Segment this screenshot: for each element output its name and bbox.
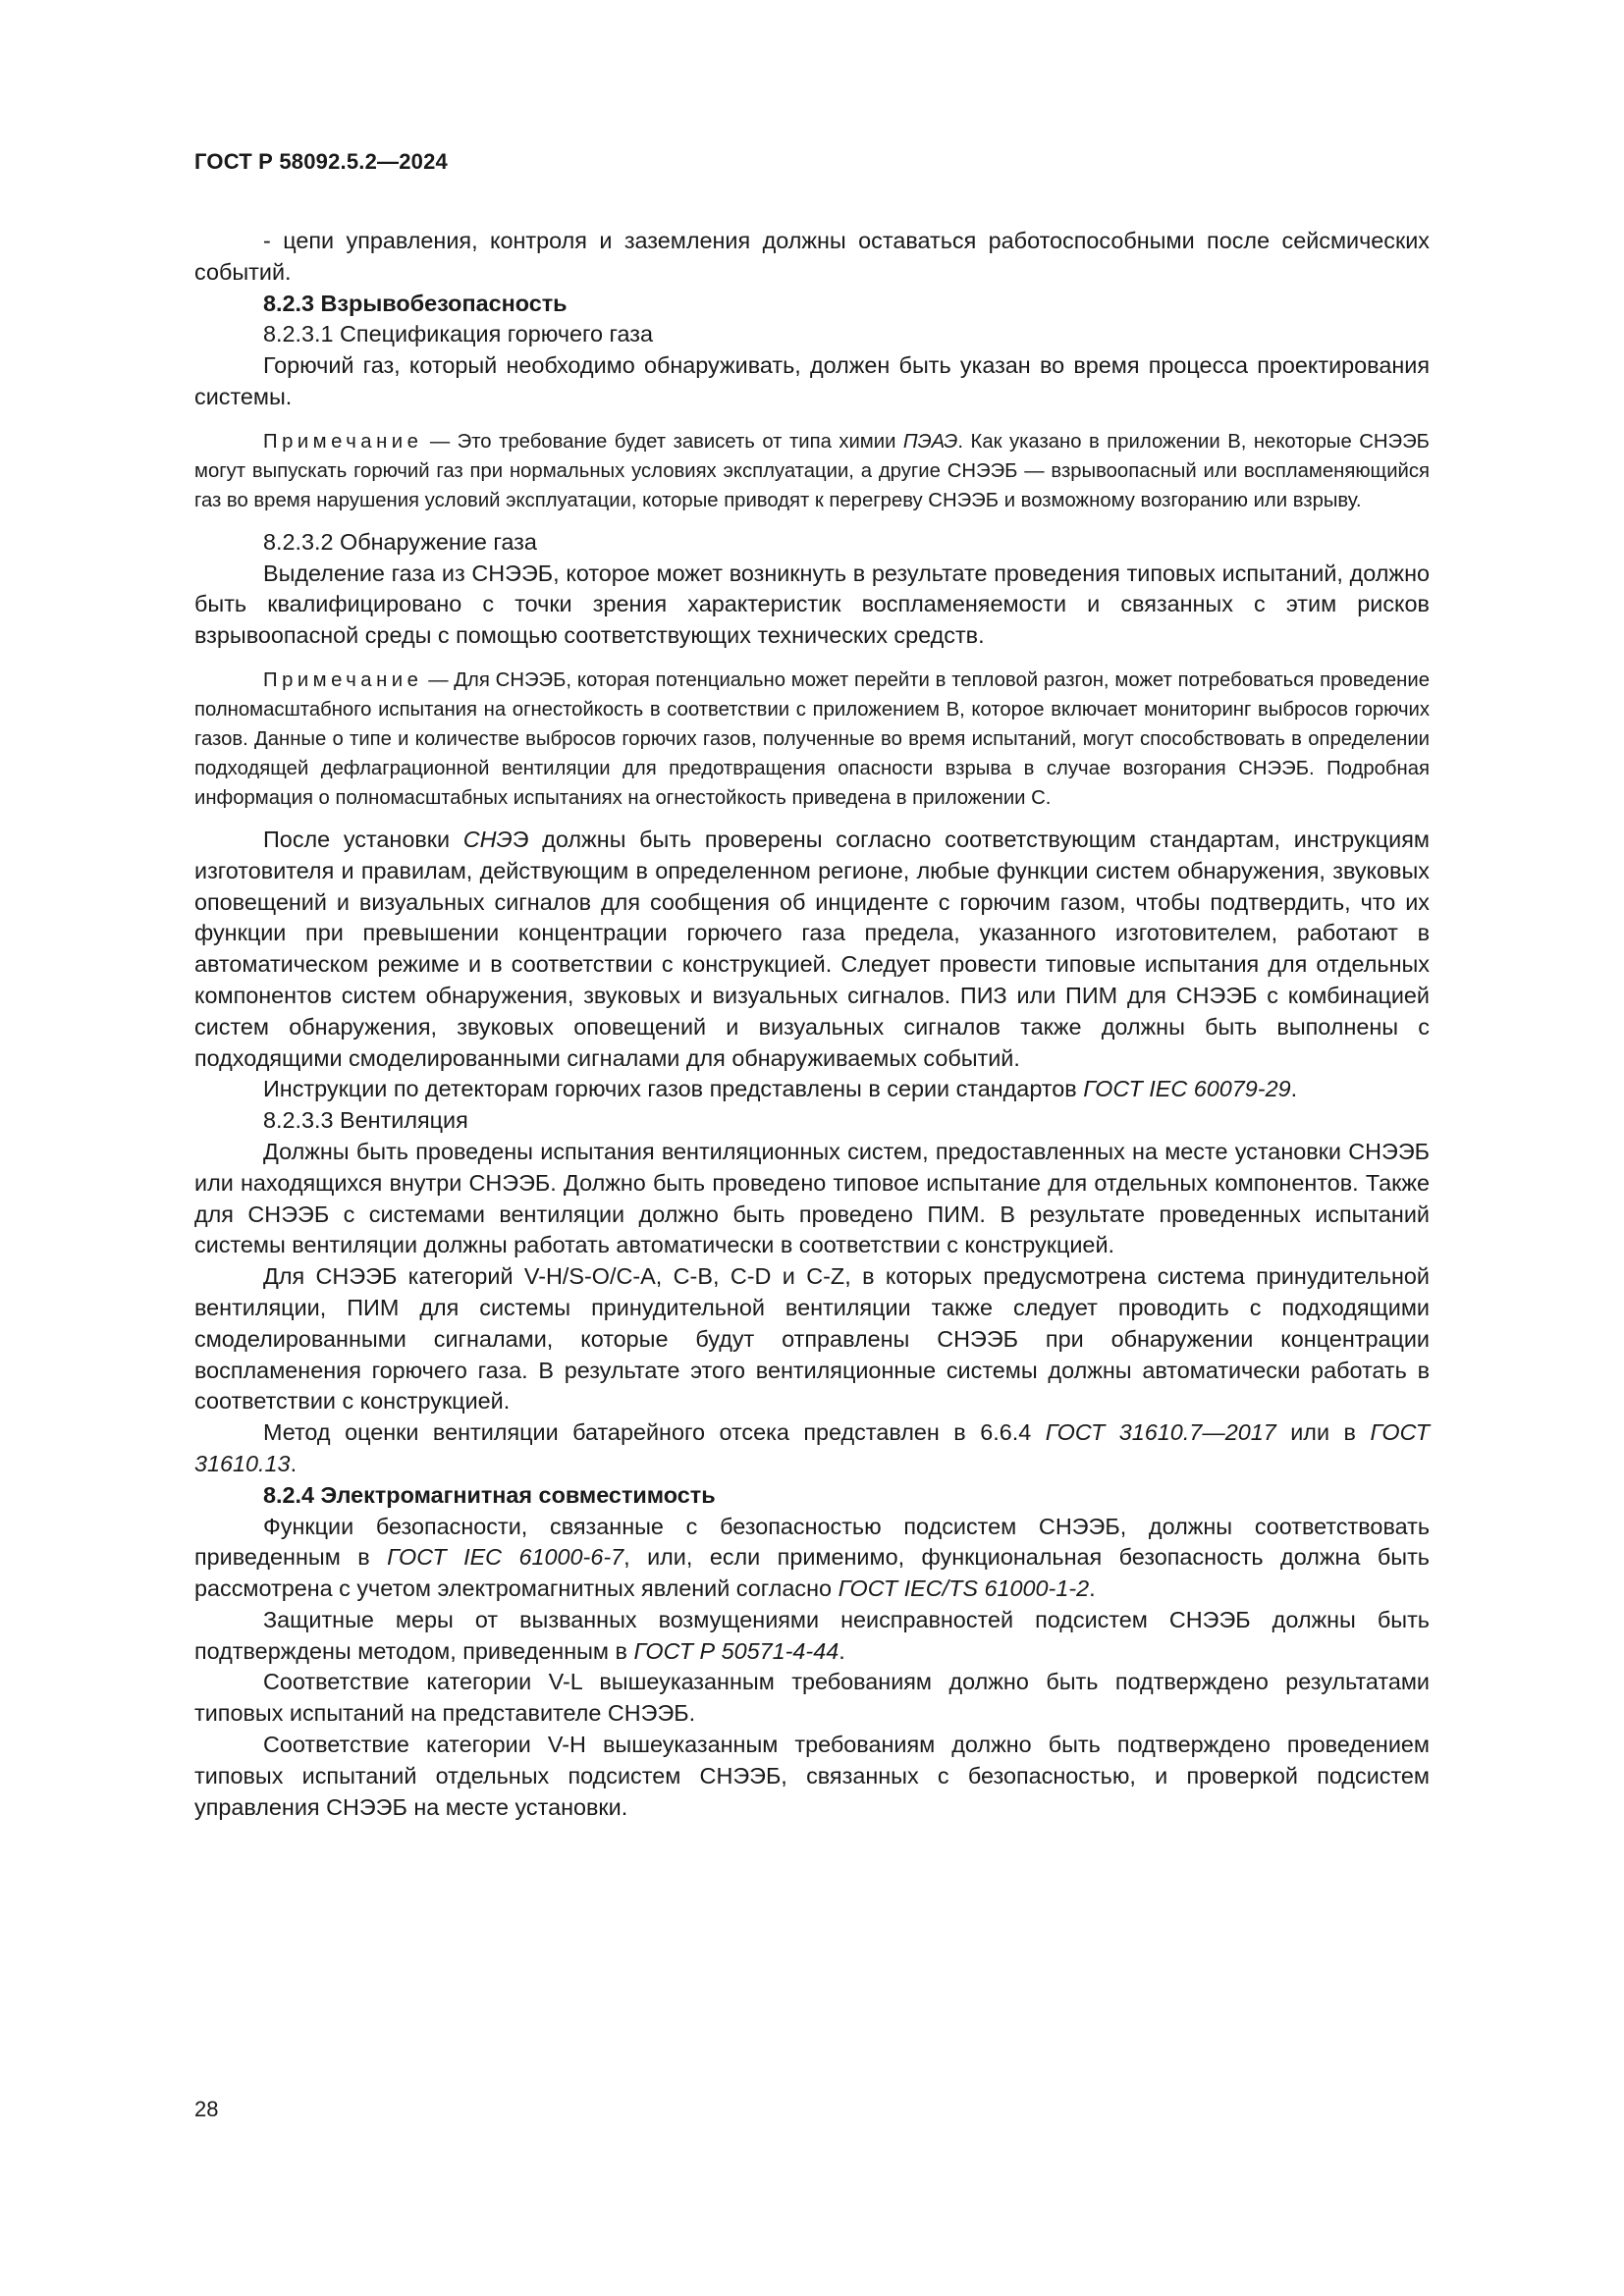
text-run: . <box>1290 1076 1298 1102</box>
section-heading <box>194 289 1430 320</box>
text-run: Выделение газа из СНЭЭБ, которое может возникнуть в результате проведения типовых испытаний, должно быть квалифицировано с точки зрения характеристик воспламеняемости и связанных с этим рисков взрывоопасной среды с помощью соответствующих технических средств. <box>194 560 1430 649</box>
text-run: Для СНЭЭБ категорий V-H/S-O/C-A, C-B, C-D и C-Z, в которых предусмотрена система принудительной вентиляции, ПИМ для системы принудительной вентиляции также следует проводить с подходящими смоделированными сигналами, которые будут отправлены СНЭЭБ при обнаружении концентрации воспламенения горючего газа. В результате этого вентиляционные системы должны автоматически работать в соответствии с конструкцией. <box>194 1263 1430 1415</box>
text-run: или в <box>1275 1419 1371 1446</box>
reference-text: СНЭ <box>462 826 513 852</box>
reference-text: ГОСТ IEC/TS 61000-1-2 <box>838 1575 1090 1602</box>
reference-text: ГОСТ 31610.7—2017 <box>1045 1419 1276 1446</box>
text-run: Соответствие категории V-L вышеуказанным требованиям должно быть подтверждено результатами типовых испытаний на представителе СНЭЭБ. <box>194 1669 1430 1727</box>
text-run: 8.2.3.2 Обнаружение газа <box>263 528 537 555</box>
text-run: , или, если применимо, функциональная безопасность должна быть рассмотрена с учетом электромагнитных явлений согласно <box>194 1544 1430 1602</box>
body-paragraph <box>194 825 1430 1074</box>
text-run: Горючий газ, который необходимо обнаруживать, должен быть указан во время процесса проектирования системы. <box>194 352 1430 409</box>
reference-text: ГОСТ 31610.13 <box>194 1419 1430 1476</box>
page-number: 28 <box>194 2097 219 2121</box>
text-run: - цепи управления, контроля и заземления должны оставаться работоспособными после сейсмических событий. <box>194 228 1430 285</box>
text-run: Защитные меры от вызванных возмущениями неисправностей подсистем СНЭЭБ должны быть подтверждены методом, приведенным в <box>194 1606 1430 1664</box>
body-paragraph <box>194 1417 1430 1480</box>
text-run: 8.2.3 Взрывобезопасность <box>263 290 568 316</box>
body-paragraph <box>194 1605 1430 1668</box>
text-run: . Как указано в приложении В, некоторые СНЭЭБ могут выпускать горючий газ при нормальных условиях эксплуатации, а другие СНЭЭБ — взрывоопасный или воспламеняющийся газ во время нарушения условий эксплуатации, которые приводят к перегреву СНЭЭБ и возможному возгоранию или взрыву. <box>194 430 1430 511</box>
text-run: Метод оценки вентиляции батарейного отсека представлен в 6.6.4 <box>263 1419 1046 1446</box>
text-run: Функции безопасности, связанные с безопасностью подсистем СНЭЭБ, должны соответствовать приведенным в <box>194 1513 1430 1571</box>
text-run: 8.2.4 Электромагнитная совместимость <box>263 1481 716 1508</box>
text-run: . <box>1089 1575 1096 1602</box>
note-paragraph <box>194 666 1430 813</box>
text-run: Инструкции по детекторам горючих газов представлены в серии стандартов <box>263 1076 1084 1102</box>
note-label: Примечание <box>263 430 423 453</box>
text-run: После установки <box>263 826 463 852</box>
text-run: Должны быть проведены испытания вентиляционных систем, предоставленных на месте установки СНЭЭБ или находящихся внутри СНЭЭБ. Должно быть проведено типовое испытание для отдельных компонентов. Также для СНЭЭБ с системами вентиляции должно быть проведено ПИМ. В результате проведенных испытаний системы вентиляции должны работать автоматически в соответствии с конструкцией. <box>194 1138 1430 1258</box>
text-run: — Для СНЭЭБ, которая потенциально может перейти в тепловой разгон, может потребоваться проведение полномасштабного испытания на огнестойкость в соответствии с приложением В, которое включает мониторинг выбросов горючих газов. Данные о типе и количестве выбросов горючих газов, полученные во время испытаний, могут способствовать в определении подходящей дефлаграционной вентиляции для предотвращения опасности взрыва в случае возгорания СНЭЭБ. Подробная информация о полномасштабных испытаниях на огнестойкость приведена в приложении С. <box>194 668 1430 809</box>
body-paragraph <box>194 226 1430 289</box>
text-run: Соответствие категории V-H вышеуказанным требованиям должно быть подтверждено проведением типовых испытаний отдельных подсистем СНЭЭБ, связанных с безопасностью, и проверкой подсистем управления СНЭЭБ на месте установки. <box>194 1732 1430 1820</box>
text-run: 8.2.3.3 Вентиляция <box>263 1107 468 1134</box>
section-heading <box>194 1480 1430 1512</box>
body-paragraph <box>194 350 1430 413</box>
text-run: — Это требование будет зависеть от типа химии <box>422 430 903 453</box>
text-run: . <box>290 1450 298 1476</box>
body-paragraph <box>194 319 1430 350</box>
body-paragraph <box>194 1730 1430 1823</box>
note-label: Примечание <box>263 668 423 691</box>
text-run: . <box>839 1637 845 1664</box>
document-body <box>194 226 1430 1823</box>
body-paragraph <box>194 1261 1430 1417</box>
note-paragraph <box>194 427 1430 515</box>
body-paragraph <box>194 1137 1430 1261</box>
body-paragraph <box>194 559 1430 652</box>
text-run: Э должны быть проверены согласно соответствующим стандартам, инструкциям изготовителя и правилам, действующим в определенном регионе, любые функции систем обнаружения, звуковых оповещений и визуальных сигналов для сообщения об инциденте с горючим газом, чтобы подтвердить, что их функции при превышении концентрации горючего газа предела, указанного изготовителем, работают в автоматическом режиме и в соответствии с конструкцией. Следует провести типовые испытания для отдельных компонентов систем обнаружения, звуковых и визуальных сигналов. ПИЗ или ПИМ для СНЭЭБ с комбинацией систем обнаружения, звуковых оповещений и визуальных сигналов также должны быть выполнены с подходящими смоделированными сигналами для обнаруживаемых событий. <box>194 826 1430 1071</box>
reference-text: ГОСТ IEC 60079-29 <box>1083 1076 1291 1102</box>
body-paragraph <box>194 1667 1430 1730</box>
body-paragraph <box>194 1074 1430 1105</box>
body-paragraph <box>194 1105 1430 1137</box>
body-paragraph <box>194 1512 1430 1605</box>
reference-text: ПЭАЭ <box>902 430 958 453</box>
document-header: ГОСТ Р 58092.5.2—2024 <box>194 149 448 174</box>
body-paragraph <box>194 527 1430 559</box>
reference-text: ГОСТ IEC 61000-6-7 <box>387 1544 624 1571</box>
text-run: 8.2.3.1 Спецификация горючего газа <box>263 321 654 347</box>
reference-text: ГОСТ Р 50571-4-44 <box>633 1637 839 1664</box>
